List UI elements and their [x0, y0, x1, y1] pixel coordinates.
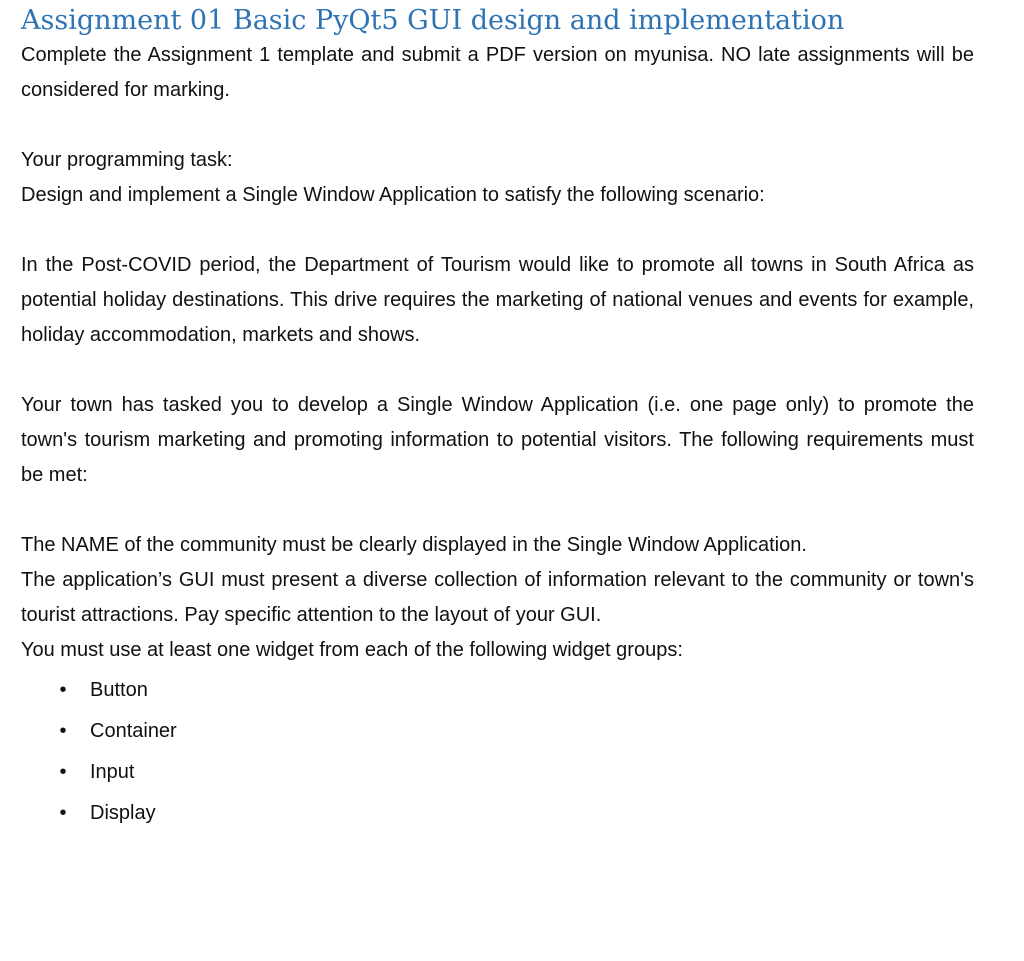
bullet-icon: • [59, 802, 67, 824]
document-body [21, 38, 974, 834]
assignment-title: Assignment 01 Basic PyQt5 GUI design and implementation [21, 5, 845, 36]
bullet-icon: • [59, 679, 67, 701]
list-item [21, 793, 974, 834]
list-item [21, 670, 974, 711]
bullet-icon: • [59, 720, 67, 742]
requirement-widgets: You must use at least one widget from each of the following widget groups: [21, 639, 683, 661]
list-item [21, 752, 974, 793]
intro-paragraph: Complete the Assignment 1 template and submit a PDF version on myunisa. NO late assignments will be considered for marking. [21, 44, 974, 101]
task-heading: Your programming task: [21, 149, 233, 171]
scenario-paragraph-2: Your town has tasked you to develop a Single Window Application (i.e. one page only) to promote the town's tourism marketing and promoting information to potential visitors. The following requirements must be met: [21, 394, 974, 486]
widget-group-label: Input [90, 761, 135, 783]
widget-group-label: Button [90, 679, 148, 701]
widget-group-list [21, 670, 974, 834]
requirement-name: The NAME of the community must be clearly displayed in the Single Window Application. [21, 534, 807, 556]
scenario-paragraph-1: In the Post-COVID period, the Department of Tourism would like to promote all towns in South Africa as potential holiday destinations. This drive requires the marketing of national venues and events for example, holiday accommodation, markets and shows. [21, 254, 974, 346]
bullet-icon: • [59, 761, 67, 783]
widget-group-label: Container [90, 720, 177, 742]
widget-group-label: Display [90, 802, 156, 824]
list-item [21, 711, 974, 752]
requirement-gui: The application’s GUI must present a diverse collection of information relevant to the community or town's tourist attractions. Pay specific attention to the layout of your GUI. [21, 569, 974, 626]
task-description: Design and implement a Single Window Application to satisfy the following scenario: [21, 184, 765, 206]
